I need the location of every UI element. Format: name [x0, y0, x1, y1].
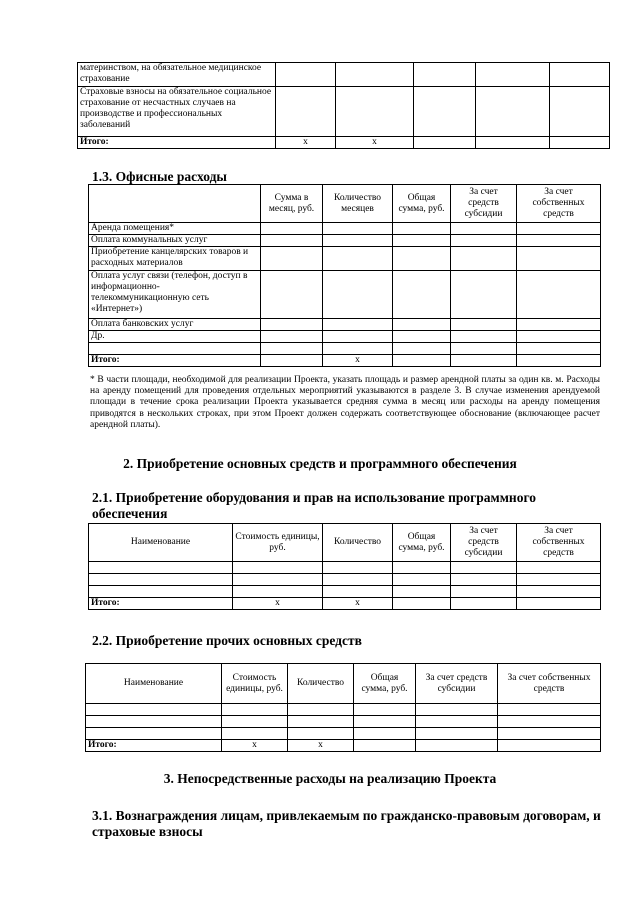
x-mark: x	[288, 740, 354, 752]
col-header: Общая сумма, руб.	[354, 664, 416, 704]
col-header: За счет средств субсидии	[451, 185, 517, 223]
row-label: Оплата банковских услуг	[89, 319, 261, 331]
col-header: Количество	[323, 524, 393, 562]
col-header: За счет средств субсидии	[416, 664, 498, 704]
total-label: Итого:	[89, 355, 261, 367]
col-header: Стоимость единицы, руб.	[233, 524, 323, 562]
x-mark: x	[336, 137, 414, 149]
col-header: Общая сумма, руб.	[393, 185, 451, 223]
total-label: Итого:	[89, 598, 233, 610]
x-mark: x	[323, 355, 393, 367]
section-title-2-1: 2.1. Приобретение оборудования и прав на использование программного обеспечения	[92, 490, 536, 521]
col-header: Наименование	[86, 664, 222, 704]
col-header: Количество месяцев	[323, 185, 393, 223]
col-header: За счет собственных средств	[498, 664, 601, 704]
other-assets-table	[85, 663, 601, 752]
col-header: За счет собственных средств	[517, 524, 601, 562]
row-label: Др.	[89, 331, 261, 343]
x-mark: x	[323, 598, 393, 610]
col-header: За счет средств субсидии	[451, 524, 517, 562]
row-label: Страховые взносы на обязательное социальное страхование от несчастных случаев на производстве и профессиональных заболеваний	[78, 87, 276, 137]
col-header: Наименование	[89, 524, 233, 562]
rent-footnote: * В части площади, необходимой для реализации Проекта, указать площадь и размер арендной платы за один кв. м. Расходы на аренду помещений для проведения отдельных мероприятий указываются в разделе 3. В случае изменения арендуемой площади в течение срока реализации Проекта указывается средняя сумма в месяц или расходы на аренду помещения приводятся в нескольких строках, при этом Проект должен содержать соответствующее обоснование (включающее расчет арендной платы).	[90, 375, 600, 430]
col-header: За счет собственных средств	[517, 185, 601, 223]
row-label	[89, 343, 261, 355]
row-label: Оплата коммунальных услуг	[89, 235, 261, 247]
section-title-3: 3. Непосредственные расходы на реализацию Проекта	[163, 771, 497, 786]
total-label: Итого:	[86, 740, 222, 752]
col-header: Стоимость единицы, руб.	[222, 664, 288, 704]
insurance-table	[77, 62, 610, 149]
row-label: материнством, на обязательное медицинское страхование	[78, 63, 276, 87]
col-header: Количество	[288, 664, 354, 704]
office-expenses-table	[88, 184, 601, 367]
equipment-table	[88, 523, 601, 610]
row-label: Приобретение канцелярских товаров и расходных материалов	[89, 247, 261, 271]
col-header: Сумма в месяц, руб.	[261, 185, 323, 223]
x-mark: x	[222, 740, 288, 752]
section-title-2-2: 2.2. Приобретение прочих основных средств	[92, 633, 362, 648]
x-mark: x	[276, 137, 336, 149]
row-label: Аренда помещения*	[89, 223, 261, 235]
section-title-1-3: 1.3. Офисные расходы	[92, 169, 227, 184]
col-header: Общая сумма, руб.	[393, 524, 451, 562]
section-title-2: 2. Приобретение основных средств и программного обеспечения	[123, 456, 517, 471]
total-label: Итого:	[78, 137, 276, 149]
x-mark: x	[233, 598, 323, 610]
row-label: Оплата услуг связи (телефон, доступ в информационно-телекоммуникационную сеть «Интернет»)	[89, 271, 261, 319]
section-title-3-1: 3.1. Вознаграждения лицам, привлекаемым по гражданско-правовым договорам, и страховые взносы	[92, 808, 601, 839]
